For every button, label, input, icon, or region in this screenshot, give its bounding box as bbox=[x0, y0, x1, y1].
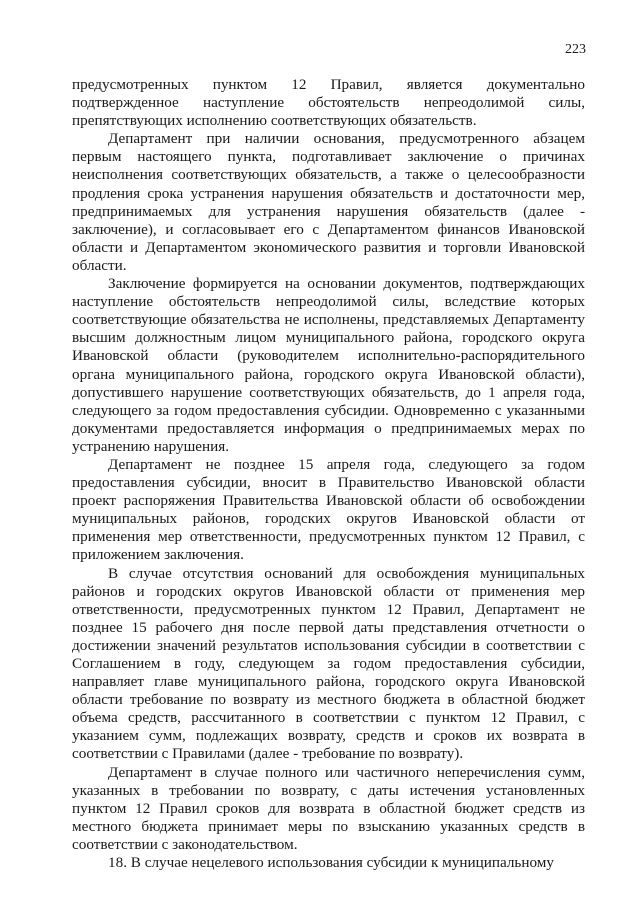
paragraph-return-requirement: В случае отсутствия оснований для освобождения муниципальных районов и городских округов Ивановской области от применения мер ответственности, предусмотренных пунктом 12 Правил, Департамент не позднее 15 рабочего дня после первой даты представления отчетности о достижении значений результатов использования субсидии в соответствии с Соглашением в году, следующем за годом предоставления субсидии, направляет главе муниципального района, городского округа Ивановской области требование по возврату из местного бюджета в областной бюджет объема средств, рассчитанного в соответствии с пунктом 12 Правил, с указанием сумм, подлежащих возврату, средств и сроков их возврата в соответствии с Правилами (далее - требование по возврату). bbox=[72, 564, 585, 763]
paragraph-conclusion-basis: Заключение формируется на основании документов, подтверждающих наступление обстоятельств непреодолимой силы, вследствие которых соответствующие обязательства не исполнены, представляемых Департаменту высшим должностным лицом муниципального района, городского округа Ивановской области (руководителем исполнительно-распорядительного органа муниципального района, городского округа Ивановской области), допустившего нарушение соответствующих обязательств, до 1 апреля года, следующего за годом предоставления субсидии. Одновременно с указанными документами предоставляется информация о предпринимаемых мерах по устранению нарушения. bbox=[72, 275, 585, 455]
paragraph-conclusion-preparation: Департамент при наличии основания, предусмотренного абзацем первым настоящего пункта, подготавливает заключение о причинах неисполнения соответствующих обязательств, а также о целесообразности продления срока устранения нарушения обязательств и достаточности мер, предпринимаемых для устранения нарушения обязательств (далее - заключение), и согласовывает его с Департаментом финансов Ивановской области и Департаментом экономического развития и торговли Ивановской области. bbox=[72, 130, 585, 274]
paragraph-section-18: 18. В случае нецелевого использования субсидии к муниципальному bbox=[108, 854, 554, 872]
paragraph-recovery-measures: Департамент в случае полного или частичного неперечисления сумм, указанных в требовании по возврату, с даты истечения установленных пунктом 12 Правил сроков для возврата в областной бюджет средств из местного бюджета принимает меры по взысканию указанных средств в соответствии с законодательством. bbox=[72, 763, 585, 853]
page-number: 223 bbox=[565, 42, 586, 57]
paragraph-government-submission: Департамент не позднее 15 апреля года, следующего за годом предоставления субсидии, вносит в Правительство Ивановской области проект распоряжения Правительства Ивановской области об освобождении муниципальных районов, городских округов Ивановской области от применения мер ответственности, предусмотренных пунктом 12 Правил, с приложением заключения. bbox=[72, 455, 585, 564]
paragraph-continuation: предусмотренных пунктом 12 Правил, является документально подтвержденное наступление обстоятельств непреодолимой силы, препятствующих исполнению соответствующих обязательств. bbox=[72, 76, 585, 130]
document-body bbox=[72, 76, 585, 872]
